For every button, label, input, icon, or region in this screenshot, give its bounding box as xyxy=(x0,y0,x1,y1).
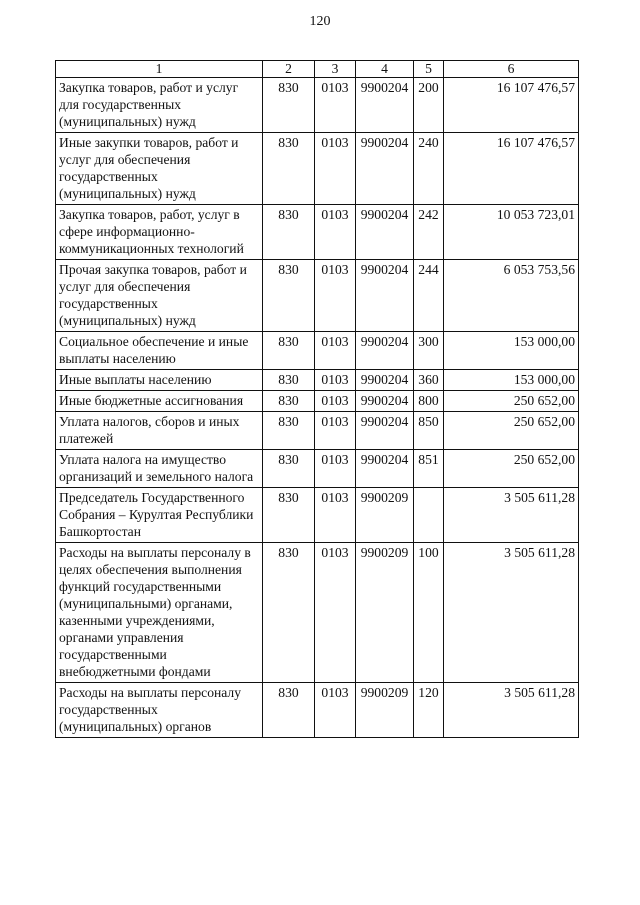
row-ved-cell: 830 xyxy=(263,133,315,205)
row-vr-cell: 100 xyxy=(414,543,444,683)
row-csr-cell: 9900204 xyxy=(356,370,414,391)
budget-table xyxy=(55,60,579,738)
row-ved-cell: 830 xyxy=(263,543,315,683)
table-row xyxy=(56,412,579,450)
row-rz-cell: 0103 xyxy=(315,260,356,332)
row-sum-cell: 250 652,00 xyxy=(444,412,579,450)
row-csr-cell: 9900204 xyxy=(356,412,414,450)
row-rz-cell: 0103 xyxy=(315,391,356,412)
row-sum-cell: 250 652,00 xyxy=(444,450,579,488)
table-row xyxy=(56,133,579,205)
row-ved-cell: 830 xyxy=(263,412,315,450)
page-number: 120 xyxy=(309,14,331,29)
row-csr-cell: 9900209 xyxy=(356,683,414,738)
row-name-cell: Уплата налога на имущество организаций и земельного налога xyxy=(56,450,263,488)
row-vr-cell: 200 xyxy=(414,78,444,133)
header-cell: 2 xyxy=(263,61,315,78)
row-name-cell: Иные бюджетные ассигнования xyxy=(56,391,263,412)
row-vr-cell: 120 xyxy=(414,683,444,738)
table-row xyxy=(56,543,579,683)
row-rz-cell: 0103 xyxy=(315,412,356,450)
table-row xyxy=(56,332,579,370)
row-name-cell: Уплата налогов, сборов и иных платежей xyxy=(56,412,263,450)
row-name-cell: Председатель Государственного Собрания – Курултая Республики Башкортостан xyxy=(56,488,263,543)
row-csr-cell: 9900209 xyxy=(356,543,414,683)
row-name-cell: Иные выплаты населению xyxy=(56,370,263,391)
row-sum-cell: 10 053 723,01 xyxy=(444,205,579,260)
table-row xyxy=(56,260,579,332)
header-cell: 5 xyxy=(414,61,444,78)
row-ved-cell: 830 xyxy=(263,205,315,260)
table-row xyxy=(56,450,579,488)
row-name-cell: Закупка товаров, работ и услуг для государственных (муниципальных) нужд xyxy=(56,78,263,133)
row-csr-cell: 9900204 xyxy=(356,332,414,370)
row-rz-cell: 0103 xyxy=(315,133,356,205)
row-ved-cell: 830 xyxy=(263,370,315,391)
row-name-cell: Прочая закупка товаров, работ и услуг для обеспечения государственных (муниципальных) нужд xyxy=(56,260,263,332)
row-csr-cell: 9900204 xyxy=(356,133,414,205)
row-name-cell: Расходы на выплаты персоналу государственных (муниципальных) органов xyxy=(56,683,263,738)
row-ved-cell: 830 xyxy=(263,391,315,412)
budget-table-body xyxy=(56,78,579,738)
row-sum-cell: 16 107 476,57 xyxy=(444,133,579,205)
row-rz-cell: 0103 xyxy=(315,78,356,133)
row-vr-cell: 800 xyxy=(414,391,444,412)
row-ved-cell: 830 xyxy=(263,683,315,738)
row-ved-cell: 830 xyxy=(263,488,315,543)
header-cell: 4 xyxy=(356,61,414,78)
header-cell: 1 xyxy=(56,61,263,78)
row-sum-cell: 3 505 611,28 xyxy=(444,683,579,738)
row-vr-cell xyxy=(414,488,444,543)
row-rz-cell: 0103 xyxy=(315,450,356,488)
row-rz-cell: 0103 xyxy=(315,205,356,260)
row-csr-cell: 9900204 xyxy=(356,450,414,488)
table-row xyxy=(56,78,579,133)
header-cell: 6 xyxy=(444,61,579,78)
header-row xyxy=(56,61,579,78)
row-rz-cell: 0103 xyxy=(315,683,356,738)
row-vr-cell: 244 xyxy=(414,260,444,332)
row-ved-cell: 830 xyxy=(263,260,315,332)
row-rz-cell: 0103 xyxy=(315,488,356,543)
row-sum-cell: 16 107 476,57 xyxy=(444,78,579,133)
row-rz-cell: 0103 xyxy=(315,370,356,391)
row-csr-cell: 9900204 xyxy=(356,260,414,332)
row-sum-cell: 153 000,00 xyxy=(444,370,579,391)
row-name-cell: Расходы на выплаты персоналу в целях обеспечения выполнения функций государственными (муниципальными) органами, казенными учреждениями, органами управления государственными внебюджетными фондами xyxy=(56,543,263,683)
row-sum-cell: 250 652,00 xyxy=(444,391,579,412)
row-vr-cell: 240 xyxy=(414,133,444,205)
row-name-cell: Закупка товаров, работ, услуг в сфере информационно-коммуникационных технологий xyxy=(56,205,263,260)
header-cell: 3 xyxy=(315,61,356,78)
row-sum-cell: 6 053 753,56 xyxy=(444,260,579,332)
table-row xyxy=(56,370,579,391)
row-sum-cell: 3 505 611,28 xyxy=(444,543,579,683)
row-csr-cell: 9900204 xyxy=(356,391,414,412)
row-ved-cell: 830 xyxy=(263,450,315,488)
row-csr-cell: 9900204 xyxy=(356,205,414,260)
row-sum-cell: 3 505 611,28 xyxy=(444,488,579,543)
row-rz-cell: 0103 xyxy=(315,543,356,683)
row-vr-cell: 300 xyxy=(414,332,444,370)
row-vr-cell: 851 xyxy=(414,450,444,488)
row-sum-cell: 153 000,00 xyxy=(444,332,579,370)
table-row xyxy=(56,391,579,412)
row-name-cell: Иные закупки товаров, работ и услуг для обеспечения государственных (муниципальных) нужд xyxy=(56,133,263,205)
row-vr-cell: 360 xyxy=(414,370,444,391)
table-row xyxy=(56,205,579,260)
row-vr-cell: 850 xyxy=(414,412,444,450)
row-ved-cell: 830 xyxy=(263,78,315,133)
row-csr-cell: 9900204 xyxy=(356,78,414,133)
table-row xyxy=(56,683,579,738)
row-name-cell: Социальное обеспечение и иные выплаты населению xyxy=(56,332,263,370)
row-vr-cell: 242 xyxy=(414,205,444,260)
row-rz-cell: 0103 xyxy=(315,332,356,370)
table-row xyxy=(56,488,579,543)
row-csr-cell: 9900209 xyxy=(356,488,414,543)
row-ved-cell: 830 xyxy=(263,332,315,370)
